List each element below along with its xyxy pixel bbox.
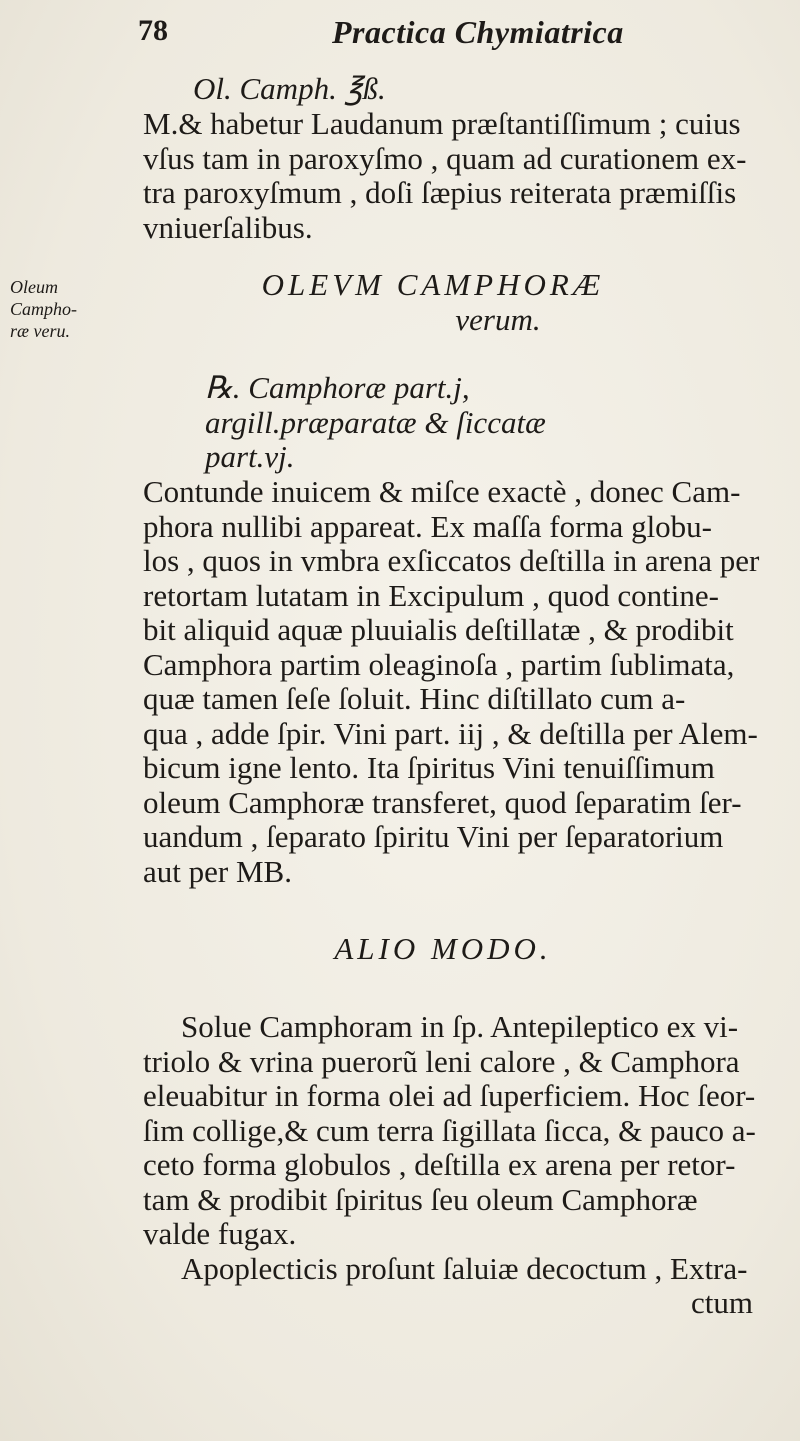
text-line: bicum igne lento. Ita ſpiritus Vini tenuiſſimum	[143, 750, 715, 785]
text-line: Ol. Camph. ℥ß.	[193, 71, 386, 106]
heading-title: OLEVM CAMPHORÆ	[261, 267, 605, 302]
text-line: valde fugax.	[143, 1216, 297, 1251]
text-line: bit aliquid aquæ pluuialis deſtillatæ , & prodibit	[143, 612, 734, 647]
text-line: triolo & vrina puerorũ leni calore , & Camphora	[143, 1043, 740, 1079]
margin-note-line: Campho-	[10, 299, 77, 319]
margin-note-line: Oleum	[10, 277, 58, 297]
margin-note-line: ræ veru.	[10, 321, 70, 341]
text-line: Solue Camphoram in ſp. Antepileptico ex vi-	[181, 1009, 739, 1044]
text-line: quæ tamen ſeſe ſoluit. Hinc diſtillato cum a-	[143, 681, 686, 716]
text-line: Camphora partim oleaginoſa , partim ſublimata,	[143, 646, 735, 682]
text-line: vniuerſalibus.	[143, 209, 313, 245]
text-line: tra paroxyſmum , doſi ſæpius reiterata præmiſſis	[143, 175, 737, 210]
text-line: uandum , ſeparato ſpiritu Vini per ſeparatorium	[143, 819, 724, 854]
text-line: Apoplecticis proſunt ſaluiæ decoctum , Extra-	[181, 1250, 748, 1286]
paragraph-solue	[143, 1010, 783, 1321]
section-heading-alio-modo	[143, 932, 783, 967]
text-line: retortam lutatam in Excipulum , quod contine-	[143, 577, 719, 613]
recipe-line: ℞. Camphoræ part.j,	[205, 370, 470, 405]
text-line: eleuabitur in forma olei ad ſuperficiem. Hoc ſeor-	[143, 1078, 756, 1113]
recipe-line: part.vj.	[205, 439, 295, 474]
paragraph-laudanum	[143, 107, 783, 245]
recipe-line: argill.præparatæ & ſiccatæ	[205, 404, 546, 440]
text-line: M.& habetur Laudanum præſtantiſſimum ; cuius	[143, 106, 741, 141]
text-line: aut per MB.	[143, 853, 292, 889]
text-line: ſim collige,& cum terra ſigillata ſicca, & pauco a-	[143, 1112, 756, 1148]
heading-subtitle: verum.	[455, 301, 541, 337]
ingredient-line	[143, 72, 783, 107]
page-header	[0, 14, 800, 64]
catchword: ctum	[691, 1285, 753, 1320]
section-heading	[143, 268, 783, 337]
text-line: vſus tam in paroxyſmo , quam ad curationem ex-	[143, 140, 747, 176]
text-line: qua , adde ſpir. Vini part. iij , & deſtilla per Alem-	[143, 715, 758, 751]
text-line: tam & prodibit ſpiritus ſeu oleum Camphoræ	[143, 1181, 698, 1217]
text-line: Contunde inuicem & miſce exactè , donec Cam-	[143, 474, 741, 509]
margin-note	[10, 276, 110, 342]
text-line: oleum Camphoræ transferet, quod ſeparatim ſer-	[143, 784, 742, 820]
text-line: ceto forma globulos , deſtilla ex arena per retor-	[143, 1147, 736, 1182]
text-line: phora nullibi appareat. Ex maſſa forma globu-	[143, 508, 713, 544]
paragraph-contunde	[143, 475, 783, 889]
page-number: 78	[138, 14, 168, 47]
running-title: Practica Chymiatrica	[332, 14, 624, 50]
recipe	[143, 371, 783, 475]
heading-title: ALIO MODO.	[334, 931, 552, 966]
text-line: los , quos in vmbra exſiccatos deſtilla in arena per	[143, 543, 760, 578]
